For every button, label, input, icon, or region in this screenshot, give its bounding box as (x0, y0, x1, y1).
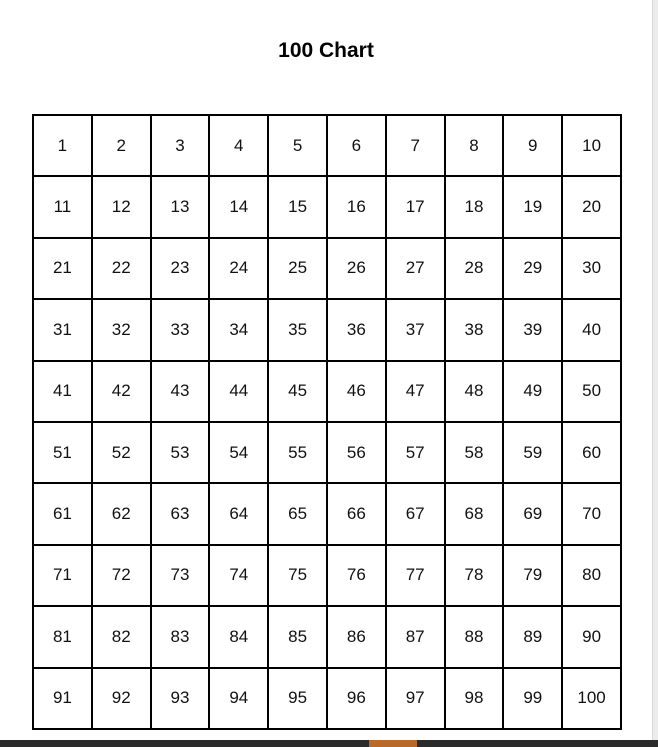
table-cell: 53 (151, 422, 210, 483)
table-cell: 90 (562, 606, 621, 667)
table-cell: 46 (327, 361, 386, 422)
table-cell: 44 (209, 361, 268, 422)
table-cell: 60 (562, 422, 621, 483)
table-cell: 80 (562, 545, 621, 606)
table-row (33, 668, 621, 729)
table-cell: 68 (445, 483, 504, 544)
table-cell: 1 (33, 115, 92, 176)
table-cell: 41 (33, 361, 92, 422)
table-cell: 24 (209, 238, 268, 299)
table-cell: 99 (503, 668, 562, 729)
table-cell: 98 (445, 668, 504, 729)
table-cell: 86 (327, 606, 386, 667)
table-cell: 59 (503, 422, 562, 483)
table-cell: 16 (327, 176, 386, 237)
table-cell: 38 (445, 299, 504, 360)
table-cell: 8 (445, 115, 504, 176)
table-cell: 74 (209, 545, 268, 606)
table-cell: 79 (503, 545, 562, 606)
table-cell: 22 (92, 238, 151, 299)
table-cell: 48 (445, 361, 504, 422)
table-cell: 34 (209, 299, 268, 360)
table-cell: 4 (209, 115, 268, 176)
table-cell: 85 (268, 606, 327, 667)
table-cell: 97 (386, 668, 445, 729)
table-cell: 7 (386, 115, 445, 176)
table-cell: 75 (268, 545, 327, 606)
table-cell: 82 (92, 606, 151, 667)
table-cell: 64 (209, 483, 268, 544)
table-cell: 73 (151, 545, 210, 606)
table-cell: 100 (562, 668, 621, 729)
table-cell: 49 (503, 361, 562, 422)
page-title: 100 Chart (278, 39, 374, 62)
table-cell: 11 (33, 176, 92, 237)
table-cell: 63 (151, 483, 210, 544)
table-cell: 67 (386, 483, 445, 544)
table-cell: 40 (562, 299, 621, 360)
bottom-toolbar (0, 740, 658, 747)
table-cell: 81 (33, 606, 92, 667)
table-cell: 32 (92, 299, 151, 360)
table-cell: 87 (386, 606, 445, 667)
table-cell: 65 (268, 483, 327, 544)
table-cell: 9 (503, 115, 562, 176)
table-cell: 91 (33, 668, 92, 729)
table-cell: 52 (92, 422, 151, 483)
table-cell: 66 (327, 483, 386, 544)
table-cell: 26 (327, 238, 386, 299)
table-cell: 31 (33, 299, 92, 360)
table-cell: 27 (386, 238, 445, 299)
table-cell: 77 (386, 545, 445, 606)
table-cell: 23 (151, 238, 210, 299)
table-cell: 57 (386, 422, 445, 483)
table-cell: 76 (327, 545, 386, 606)
table-cell: 42 (92, 361, 151, 422)
table-cell: 56 (327, 422, 386, 483)
table-row (33, 483, 621, 544)
table-cell: 83 (151, 606, 210, 667)
table-cell: 2 (92, 115, 151, 176)
table-cell: 29 (503, 238, 562, 299)
table-cell: 62 (92, 483, 151, 544)
table-row (33, 545, 621, 606)
table-cell: 39 (503, 299, 562, 360)
table-cell: 17 (386, 176, 445, 237)
table-cell: 95 (268, 668, 327, 729)
table-cell: 92 (92, 668, 151, 729)
table-cell: 37 (386, 299, 445, 360)
table-cell: 50 (562, 361, 621, 422)
table-cell: 70 (562, 483, 621, 544)
table-cell: 61 (33, 483, 92, 544)
table-cell: 6 (327, 115, 386, 176)
table-cell: 14 (209, 176, 268, 237)
table-cell: 51 (33, 422, 92, 483)
table-cell: 58 (445, 422, 504, 483)
table-cell: 69 (503, 483, 562, 544)
table-cell: 36 (327, 299, 386, 360)
table-cell: 35 (268, 299, 327, 360)
table-cell: 15 (268, 176, 327, 237)
table-row (33, 299, 621, 360)
table-cell: 19 (503, 176, 562, 237)
table-row (33, 115, 621, 176)
table-cell: 96 (327, 668, 386, 729)
table-row (33, 176, 621, 237)
table-cell: 78 (445, 545, 504, 606)
table-cell: 93 (151, 668, 210, 729)
hundred-chart-table (32, 114, 622, 730)
table-cell: 45 (268, 361, 327, 422)
table-cell: 43 (151, 361, 210, 422)
table-cell: 25 (268, 238, 327, 299)
table-cell: 33 (151, 299, 210, 360)
table-cell: 12 (92, 176, 151, 237)
table-row (33, 361, 621, 422)
table-row (33, 422, 621, 483)
table-cell: 55 (268, 422, 327, 483)
table-cell: 18 (445, 176, 504, 237)
table-row (33, 606, 621, 667)
table-cell: 5 (268, 115, 327, 176)
table-cell: 89 (503, 606, 562, 667)
table-cell: 47 (386, 361, 445, 422)
table-cell: 54 (209, 422, 268, 483)
table-cell: 28 (445, 238, 504, 299)
table-cell: 72 (92, 545, 151, 606)
table-cell: 30 (562, 238, 621, 299)
table-cell: 3 (151, 115, 210, 176)
table-cell: 13 (151, 176, 210, 237)
table-cell: 21 (33, 238, 92, 299)
scrollbar-track[interactable] (652, 0, 658, 740)
table-cell: 20 (562, 176, 621, 237)
table-cell: 88 (445, 606, 504, 667)
bottom-toolbar-accent[interactable] (369, 740, 417, 747)
table-cell: 71 (33, 545, 92, 606)
table-cell: 84 (209, 606, 268, 667)
table-row (33, 238, 621, 299)
table-cell: 94 (209, 668, 268, 729)
table-cell: 10 (562, 115, 621, 176)
